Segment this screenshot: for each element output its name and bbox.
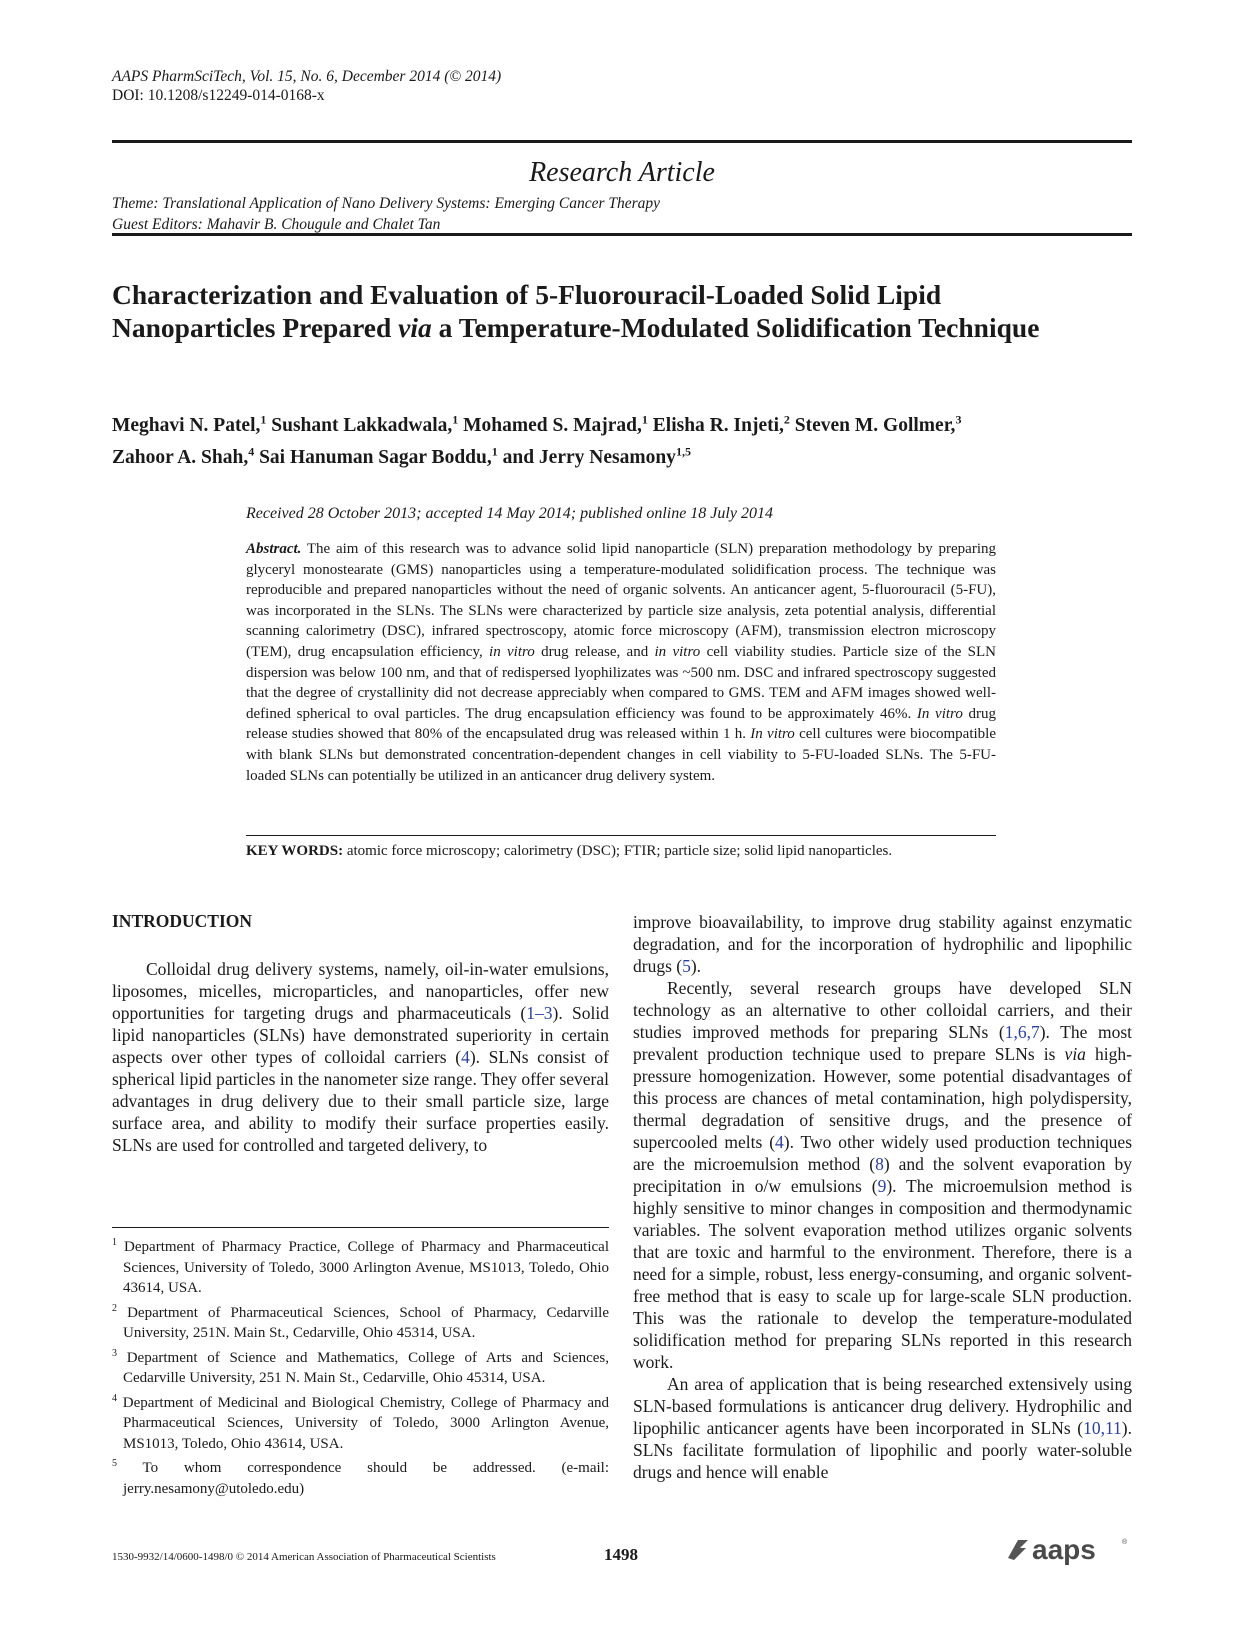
paragraph: improve bioavailability, to improve drug stability against enzymatic degradation, and for the incorporation of hydrophilic and lipophilic drugs (5). — [633, 912, 1132, 976]
footnote: $^1$ Department of Pharmacy Practice, College of Pharmacy and Pharmaceutical Sciences, University of Toledo, 3000 Arlington Avenue, MS1013, Toledo, Ohio 43614, USA. — [112, 1237, 609, 1296]
citation-link[interactable]: 1–3 — [526, 1003, 553, 1023]
author: Steven M. Gollmer,$^3$ — [794, 412, 962, 436]
keywords-rule — [246, 835, 996, 836]
svg-text:®: ® — [1122, 1539, 1128, 1546]
author: and Jerry Nesamony$^{1,5}$ — [502, 444, 691, 468]
author: Sai Hanuman Sagar Boddu,$^1$ — [259, 444, 498, 468]
abstract: Abstract. The aim of this research was to advance solid lipid nanoparticle (SLN) preparation methodology by preparing glyceryl monostearate (GMS) nanoparticles using a temperature-modulated solidification process. The technique was reproducible and prepared nanoparticles without the need of organic solvents. An anticancer agent, 5-fluorouracil (5-FU), was incorporated in the SLNs. The SLNs were characterized by particle size analysis, zeta potential analysis, differential scanning calorimetry (DSC), infrared spectroscopy, atomic force microscopy (AFM), transmission electron microscopy (TEM), drug encapsulation efficiency, in vitro drug release, and in vitro cell viability studies. Particle size of the SLN dispersion was below 100 nm, and that of redispersed lyophilizates was ~500 nm. DSC and infrared spectroscopy suggested that the degree of crystallinity did not decrease appreciably when compared to GMS. TEM and AFM images showed well-defined spherical to oval particles. The drug encapsulation efficiency was found to be approximately 46%. In vitro drug release studies showed that 80% of the encapsulated drug was released within 1 h. In vitro cell cultures were biocompatible with blank SLNs but demonstrated concentration-dependent changes in cell viability to 5-FU-loaded SLNs. The 5-FU-loaded SLNs can potentially be utilized in an anticancer drug delivery system. — [246, 541, 996, 784]
header-bottom-rule — [112, 233, 1132, 236]
article-title — [112, 278, 1132, 344]
theme-block — [112, 193, 660, 235]
citation-link[interactable]: 5 — [682, 956, 691, 976]
footnote: $^4$ Department of Medicinal and Biological Chemistry, College of Pharmacy and Pharmaceutical Sciences, University of Toledo, 3000 Arlington Avenue, MS1013, Toledo, Ohio 43614, USA. — [112, 1392, 610, 1452]
theme-line: Theme: Translational Application of Nano Delivery Systems: Emerging Cancer Therapy — [112, 195, 661, 212]
footnote: $^3$ Department of Science and Mathematics, College of Arts and Sciences, Cedarville University, 251 N. Main St., Cedarville, Ohio 45314, USA. — [112, 1347, 609, 1386]
doi: DOI: 10.1208/s12249-014-0168-x — [112, 87, 325, 104]
author: Elisha R. Injeti,$^2$ — [652, 412, 790, 436]
aaps-logo-icon — [1004, 1532, 1134, 1566]
citation-link[interactable]: 9 — [877, 1176, 887, 1196]
footnote: $^5$ To whom correspondence should be addressed. (e-mail: jerry.nesamony@utoledo.edu) — [112, 1458, 609, 1497]
title-text: Nanoparticles Prepared — [112, 312, 399, 343]
keywords-label: KEY WORDS: — [246, 843, 344, 859]
article-type: Research Article — [529, 157, 715, 188]
author: Meghavi N. Patel,$^1$ — [112, 412, 267, 436]
keywords-text: atomic force microscopy; calorimetry (DSC); FTIR; particle size; solid lipid nanoparticles. — [343, 843, 893, 859]
journal-citation: AAPS PharmSciTech, Vol. 15, No. 6, December 2014 (© 2014) — [112, 68, 502, 85]
received-dates: Received 28 October 2013; accepted 14 May 2014; published online 18 July 2014 — [246, 505, 773, 522]
journal-header — [112, 67, 501, 105]
copyright-line: 1530-9932/14/0600-1498/0 © 2014 American Association of Pharmaceutical Scientists — [112, 1551, 496, 1563]
left-column — [112, 958, 609, 1156]
logo-text: aaps — [1032, 1534, 1096, 1565]
author: Sushant Lakkadwala,$^1$ — [271, 412, 459, 436]
keywords — [246, 841, 996, 861]
author: Mohamed S. Majrad,$^1$ — [463, 412, 648, 436]
citation-link[interactable]: 4 — [461, 1047, 470, 1067]
guest-editors-line: Guest Editors: Mahavir B. Chougule and Chalet Tan — [112, 216, 441, 233]
citation-link[interactable]: 4 — [775, 1132, 784, 1152]
aaps-logo — [1004, 1532, 1134, 1566]
page-number: 1498 — [604, 1545, 638, 1564]
section-heading-introduction: INTRODUCTION — [112, 911, 253, 931]
paragraph: An area of application that is being researched extensively using SLN-based formulations is anticancer drug delivery. Hydrophilic and lipophilic anticancer agents have been incorporated in SLNs (10,11). SLNs facilitate formulation of lipophilic and poorly water-soluble drugs and hence will enable — [633, 1374, 1132, 1482]
title-line-1: Characterization and Evaluation of 5-Fluorouracil-Loaded Solid Lipid — [112, 279, 942, 310]
footnote: $^2$ Department of Pharmaceutical Sciences, School of Pharmacy, Cedarville University, 251N. Main St., Cedarville, Ohio 45314, USA. — [112, 1302, 609, 1341]
footnote-rule — [112, 1227, 609, 1228]
title-via: via — [398, 312, 432, 343]
author: Zahoor A. Shah,$^4$ — [112, 444, 255, 468]
right-column — [633, 911, 1132, 1483]
title-text: a Temperature-Modulated Solidification Technique — [431, 312, 1040, 343]
citation-link[interactable]: 8 — [875, 1154, 884, 1174]
top-rule — [112, 140, 1132, 143]
paragraph: Colloidal drug delivery systems, namely, oil-in-water emulsions, liposomes, micelles, microparticles, and nanoparticles, offer new opportunities for targeting drugs and pharmaceuticals (1–3). Solid lipid nanoparticles (SLNs) have demonstrated superiority in certain aspects over other types of colloidal carriers (4). SLNs consist of spherical lipid particles in the nanometer size range. They offer several advantages in drug delivery due to their small particle size, large surface area, and ability to modify their surface properties easily. SLNs are used for controlled and targeted delivery, to — [112, 959, 609, 1155]
paragraph: Recently, several research groups have developed SLN technology as an alternative to other colloidal carriers, and their studies improved methods for preparing SLNs (1,6,7). The most prevalent production technique used to prepare SLNs is via high-pressure homogenization. However, some potential disadvantages of this process are chances of metal contamination, high polydispersity, thermal degradation of sensitive drugs, and the presence of supercooled melts (4). Two other widely used production techniques are the microemulsion method (8) and the solvent evaporation by precipitation in o/w emulsions (9). The microemulsion method is highly sensitive to minor changes in composition and thermodynamic variables. The solvent evaporation method utilizes organic solvents that are toxic and harmful to the environment. Therefore, there is a need for a simple, robust, less energy-consuming, and organic solvent-free method that is easy to scale up for large-scale SLN production. This was the rationale to develop the temperature-modulated solidification method for preparing SLNs reported in this research work. — [633, 978, 1133, 1372]
title-line-2 — [112, 311, 1132, 344]
footnotes — [112, 1233, 609, 1499]
citation-link[interactable]: 10,11 — [1083, 1418, 1122, 1438]
abstract-label: Abstract. — [246, 541, 302, 557]
citation-link[interactable]: 1,6,7 — [1004, 1022, 1040, 1042]
author-list — [112, 406, 1132, 471]
